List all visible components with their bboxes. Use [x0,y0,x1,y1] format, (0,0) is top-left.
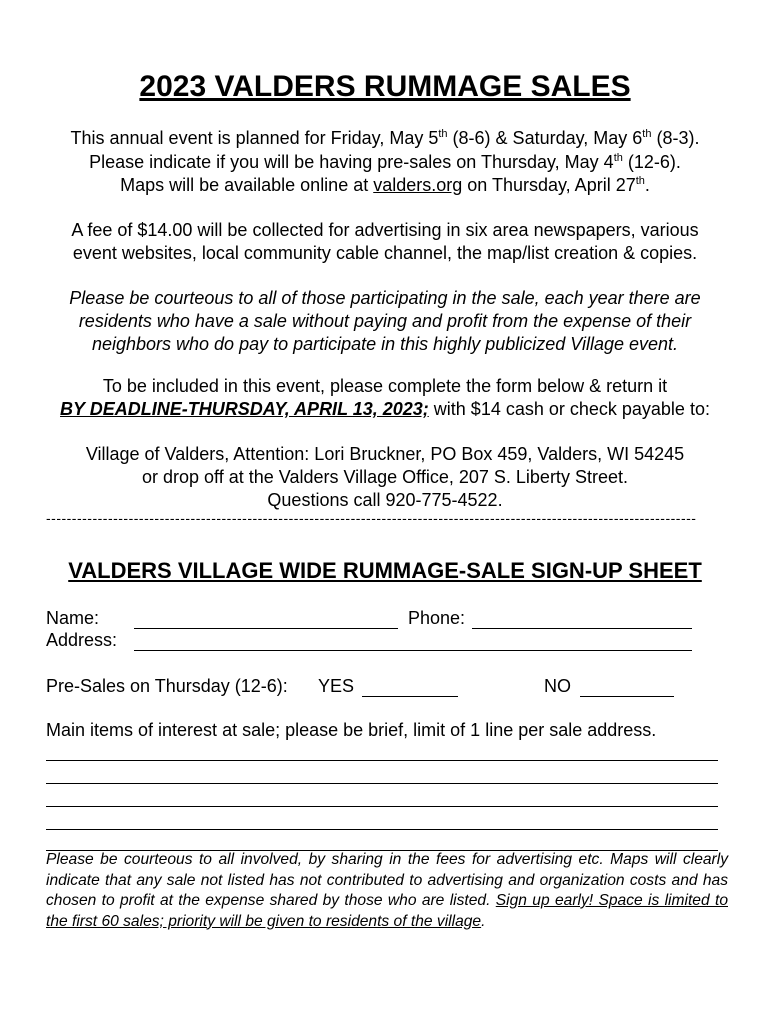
questions-phone: Questions call 920-775-4522. [267,490,503,510]
items-label: Main items of interest at sale; please be brief, limit of 1 line per sale address. [46,720,657,740]
fee-line-2: event websites, local community cable channel, the map/list creation & copies. [72,243,698,263]
cut-line-divider: ------------------------------------------------------------------------------------------------------------------------------ [46,510,697,526]
intro-text: . [644,175,650,195]
courtesy-line-1: Please be courteous to all of those participating in the sale, each year there are [69,288,701,308]
intro-text: (8-6) & Saturday, May 6 [447,128,643,148]
ordinal-suffix: th [642,128,652,140]
courtesy-line-2: residents who have a sale without paying and profit from the expense of their [78,311,692,331]
page-title: 2023 VALDERS RUMMAGE SALES [139,70,631,103]
deadline-line-1: To be included in this event, please complete the form below & return it [102,376,668,396]
intro-line-3 [0,175,770,196]
footer-text: Please be courteous to all involved, by sharing in the fees for advertising etc. Maps will clearly indicate that any sale not listed has not contributed to advertising and organization costs and has chosen to profit at the expense shared by those who are listed. [46,851,728,909]
courtesy-line-3: neighbors who do pay to participate in this highly publicized Village event. [91,334,679,354]
intro-text: Maps will be available online at [120,175,374,195]
intro-line-1 [0,128,770,149]
intro-line-2 [0,152,770,173]
mailing-address: Village of Valders, Attention: Lori Bruckner, PO Box 459, Valders, WI 54245 [85,444,685,464]
intro-text: on Thursday, April 27 [462,175,636,195]
ordinal-suffix: th [635,175,645,187]
intro-text: This annual event is planned for Friday, May 5 [70,128,439,148]
name-field[interactable] [134,628,398,629]
presales-yes-field[interactable] [362,696,458,697]
phone-field[interactable] [472,628,692,629]
signup-early-note: Sign up early! Space is limited to the first 60 sales; priority will be given to residents of the village [46,892,728,930]
presales-no-field[interactable] [580,696,674,697]
footer-note [46,850,728,932]
intro-text: Please indicate if you will be having pre-sales on Thursday, May 4 [89,152,614,172]
address-field[interactable] [134,650,692,651]
intro-text: (12-6). [622,152,681,172]
items-line[interactable] [46,829,718,830]
deadline-line-2 [0,399,770,420]
items-line[interactable] [46,760,718,761]
fee-line-1: A fee of $14.00 will be collected for advertising in six area newspapers, various [71,220,699,240]
office-address: or drop off at the Valders Village Office, 207 S. Liberty Street. [142,467,628,487]
ordinal-suffix: th [613,152,623,164]
presales-no-label: NO [544,676,571,696]
ordinal-suffix: th [438,128,448,140]
address-label: Address: [46,630,118,650]
presales-yes-label: YES [318,676,355,696]
payment-text: with $14 cash or check payable to: [428,399,710,419]
valders-website-link[interactable]: valders.org [373,175,463,195]
intro-text: (8-3). [651,128,700,148]
signup-heading: VALDERS VILLAGE WIDE RUMMAGE-SALE SIGN-UP SHEET [68,558,702,583]
deadline-date: BY DEADLINE-THURSDAY, APRIL 13, 2023; [60,399,429,419]
items-line[interactable] [46,783,718,784]
name-label: Name: [46,608,100,628]
presales-label: Pre-Sales on Thursday (12-6): [46,676,288,696]
items-line[interactable] [46,806,718,807]
phone-label: Phone: [408,608,466,628]
footer-text: . [481,912,486,930]
